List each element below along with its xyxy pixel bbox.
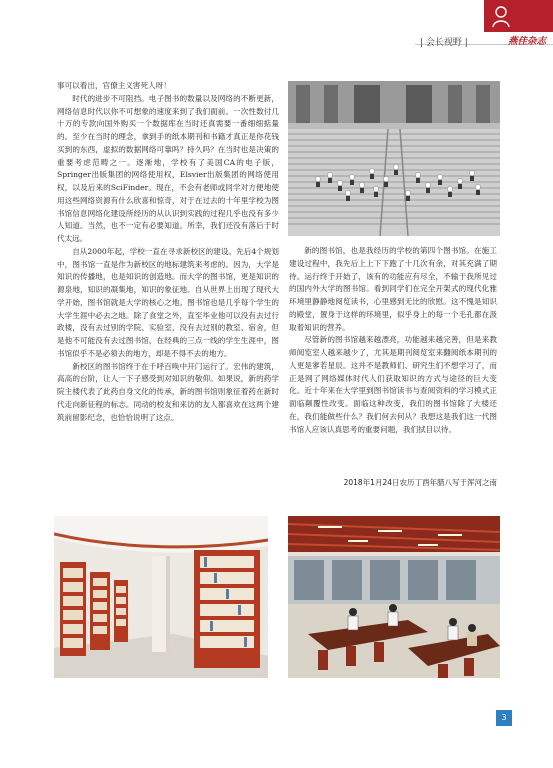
paragraph: 新的图书馆，也是我经历的学校的第四个图书馆。在施工建设过程中，我先后上上下下跑了十几次有余，对其充满了期待。运行终于开始了，该有的功能应有尽全，不输于我所见过的国内外大学的图书馆。看到同学们在完全开架式的现代化雅环境里静静地阅览读书，心里感到无比的欣慰。这不愧是知识的殿堂，置身于这样的环境里，似乎身上的每一个毛孔都在汲取着知识的营养。 xyxy=(289,246,497,332)
article-signature: 2018年1月24日农历丁酉年腊八写于浑河之南 xyxy=(343,478,497,487)
article-right-column xyxy=(289,245,497,436)
paragraph: 时代的进步不可阻挡。电子图书的数量以及网络的不断更新，网络信息时代以你不可想象的速度来到了我们面前。一次性数付几十万的专款向国外购买一个数据库在当时还真需要一番细细掂量的。至少在当时的理念，拿到手的纸本期刊和书籍才真正是你花钱买到的东西，虚拟的数据网络可靠吗？持久吗？在当时也是决策的重要考虑范畴之一。逐渐地，学校有了美国CA的电子版，Springer出版集团的网络使用权，Elsvier出版集团的网络使用权，以及后来的SciFinder。现在，不会有老师或同学对方便地使用这些网络资源有什么欣喜和惊奇，对于在过去的十年里学校为图书馆信息网络化建设所经历的从认识到实践的过程几乎也没有多少人知道。当然，也不一定有必要知道。所幸，我们还没有落后于时代太远。 xyxy=(57,93,279,243)
paragraph: 新校区的图书馆终于在千呼百唤中开门运行了。宏伟的建筑，高高的台阶，让人一下子感受到对知识的敬仰。如果说，新的药学院主楼代表了此药自身文化的传承，新的图书馆则象征着药在新时代走向新征程的标志。同动的校友和来访的友人都喜欢在这两个建筑前留影纪念，也恰恰说明了这点。 xyxy=(57,361,279,422)
paragraph: 事可以看出，官僚主义害死人呀！ xyxy=(57,81,171,90)
article-left-column xyxy=(57,80,279,424)
paragraph: 尽管新的图书馆越来越漂亮，功能越来越完善，但是来教师阅览室人越来越少了，尤其是期刊阅览室来翻阅纸本期刊的人更是寥若星辰。这并不是教师们、研究生们不想学习了，而正是网了网络媒体时代人们获取知识的方式与途径的巨大变化。近十年来在大学里到图书馆读书与查阅资料的学习模式正面临颠覆性改变。面临这种改变，我们的图书馆除了大楼还在，我们能做些什么？我们何去何从？我想这是我们这一代图书馆人应该认真思考的重要问题，我们拭目以待。 xyxy=(289,335,497,434)
library-steps-photo xyxy=(288,81,500,236)
page-number: 3 xyxy=(496,710,512,726)
library-hall-photo xyxy=(54,516,268,678)
portrait-logo-icon xyxy=(490,4,512,28)
page-header xyxy=(0,0,553,58)
reading-room-photo xyxy=(288,516,500,678)
paragraph: 自从2000年起，学校一直在寻求新校区的建设。先后4个规划中，图书馆一直是作为新校区的地标建筑来考虑的。因为，大学是知识的传播地，也是知识的创造地。而大学的图书馆，更是知识的源泉地，知识的凝集地，知识的象征地。自从世界上出现了现代大学开始，图书馆就是大学的核心之地。图书馆也是几乎每个学生的大学生涯中必去之地。除了食堂之外，直至毕业他可以没有去过行政楼，没有去过别的学院、实验室，没有去过别的教室、宿舍，但是他不可能没有去过图书馆，在经典的三点一线的学生生涯中，图书馆似乎不是必须去的地方，却是不得不去的地方。 xyxy=(57,246,279,358)
magazine-brand: 燕佳杂志 xyxy=(508,36,547,47)
magazine-logo xyxy=(484,0,553,32)
section-label: | 会长视野 | xyxy=(420,38,468,48)
